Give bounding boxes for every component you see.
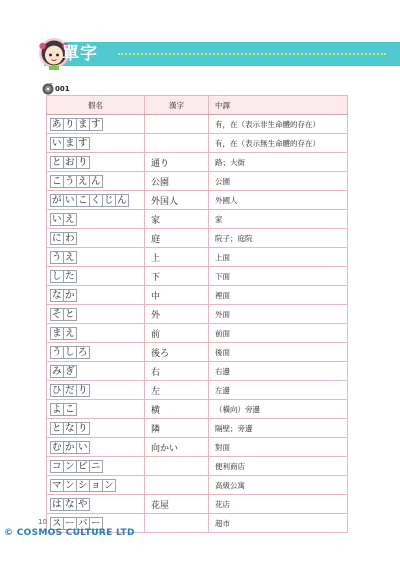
- meaning-cell: 上面: [209, 248, 348, 267]
- table-row: [47, 286, 348, 305]
- track-number: 001: [55, 85, 70, 93]
- meaning-cell: 超市: [209, 514, 348, 533]
- section-header: [0, 34, 400, 70]
- kana-character: あ: [52, 118, 63, 130]
- kana-cell: [47, 400, 145, 419]
- meaning-cell: 外國人: [209, 191, 348, 210]
- kana-character: う: [65, 175, 76, 187]
- kana-character: ま: [52, 327, 63, 339]
- kana-character: と: [52, 156, 63, 168]
- table-row: [47, 419, 348, 438]
- kanji-cell: 右: [145, 362, 209, 381]
- kana-character: す: [91, 118, 102, 130]
- table-row: [47, 495, 348, 514]
- kanji-cell: [145, 476, 209, 495]
- kana-character: な: [52, 289, 63, 301]
- kana-character: こ: [52, 175, 63, 187]
- page-title: 單字: [62, 44, 98, 64]
- kana-character: な: [65, 498, 76, 510]
- kana-character: ー: [65, 517, 76, 529]
- kana-character: お: [65, 156, 76, 168]
- table-row: [47, 476, 348, 495]
- kana-cell: [47, 229, 145, 248]
- meaning-cell: 有，在（表示無生命體的存在）: [209, 134, 348, 153]
- meaning-cell: 對面: [209, 438, 348, 457]
- kana-character: に: [52, 232, 63, 244]
- kana-character: シ: [78, 479, 89, 491]
- header-kanji: 漢字: [145, 96, 209, 115]
- header-meaning: 中譯: [209, 96, 348, 115]
- kana-character: す: [78, 137, 89, 149]
- kana-character: い: [65, 194, 76, 206]
- kana-character: マ: [52, 479, 63, 491]
- kana-character: し: [65, 346, 76, 358]
- kana-character: ン: [65, 460, 76, 472]
- kana-cell: [47, 495, 145, 514]
- kana-character: パ: [78, 517, 89, 529]
- meaning-cell: 前面: [209, 324, 348, 343]
- kana-character: う: [52, 251, 63, 263]
- kanji-cell: 中: [145, 286, 209, 305]
- table-row: [47, 362, 348, 381]
- kana-character: み: [52, 365, 63, 377]
- kanji-cell: 外: [145, 305, 209, 324]
- kana-character: は: [52, 498, 63, 510]
- kanji-cell: 前: [145, 324, 209, 343]
- table-row: [47, 343, 348, 362]
- kana-cell: [47, 286, 145, 305]
- table-header-row: [47, 96, 348, 115]
- meaning-cell: （橫向）旁邊: [209, 400, 348, 419]
- vocabulary-rows: [47, 115, 348, 533]
- kana-character: ビ: [78, 460, 89, 472]
- table-row: [47, 324, 348, 343]
- kana-character: ニ: [91, 460, 102, 472]
- table-row: [47, 115, 348, 134]
- kana-cell: [47, 172, 145, 191]
- kana-character: り: [78, 422, 89, 434]
- table-row: [47, 438, 348, 457]
- meaning-cell: 右邊: [209, 362, 348, 381]
- kanji-cell: 上: [145, 248, 209, 267]
- meaning-cell: 有，在（表示非生命體的存在）: [209, 115, 348, 134]
- kana-cell: [47, 267, 145, 286]
- kana-character: な: [65, 422, 76, 434]
- kana-character: ン: [65, 479, 76, 491]
- kana-cell: [47, 343, 145, 362]
- meaning-cell: 隔壁；旁邊: [209, 419, 348, 438]
- meaning-cell: 後面: [209, 343, 348, 362]
- kanji-cell: [145, 457, 209, 476]
- kana-cell: [47, 191, 145, 210]
- kanji-cell: 左: [145, 381, 209, 400]
- kana-cell: [47, 381, 145, 400]
- kana-character: ョ: [91, 479, 102, 491]
- kana-character: ス: [52, 517, 63, 529]
- kana-character: り: [65, 118, 76, 130]
- kana-character: い: [78, 441, 89, 453]
- meaning-cell: 裡面: [209, 286, 348, 305]
- table-row: [47, 305, 348, 324]
- kana-character: ン: [104, 479, 115, 491]
- kanji-cell: 向かい: [145, 438, 209, 457]
- kana-character: ろ: [78, 346, 89, 358]
- kana-character: こ: [78, 194, 89, 206]
- kanji-cell: 後ろ: [145, 343, 209, 362]
- kana-character: い: [52, 137, 63, 149]
- table-row: [47, 248, 348, 267]
- banner-dotted-line: [118, 53, 386, 55]
- meaning-cell: 高級公寓: [209, 476, 348, 495]
- table-row: [47, 457, 348, 476]
- kana-character: か: [65, 289, 76, 301]
- kanji-cell: 横: [145, 400, 209, 419]
- kanji-cell: 家: [145, 210, 209, 229]
- page-number: 10: [38, 518, 47, 526]
- kana-character: か: [65, 441, 76, 453]
- kana-character: ま: [78, 118, 89, 130]
- kana-cell: [47, 153, 145, 172]
- meaning-cell: 左邊: [209, 381, 348, 400]
- kana-character: や: [78, 498, 89, 510]
- kana-cell: [47, 305, 145, 324]
- kana-character: ん: [117, 194, 128, 206]
- kana-character: だ: [65, 384, 76, 396]
- kana-character: え: [65, 251, 76, 263]
- kana-character: よ: [52, 403, 63, 415]
- kana-cell: [47, 476, 145, 495]
- kanji-cell: [145, 115, 209, 134]
- kana-character: と: [65, 308, 76, 320]
- kana-character: え: [65, 327, 76, 339]
- kanji-cell: 庭: [145, 229, 209, 248]
- kana-character: ぎ: [65, 365, 76, 377]
- kana-character: こ: [65, 403, 76, 415]
- table-row: [47, 229, 348, 248]
- kana-character: た: [65, 270, 76, 282]
- table-row: [47, 400, 348, 419]
- kana-character: じ: [104, 194, 115, 206]
- meaning-cell: 便利商店: [209, 457, 348, 476]
- kana-character: ん: [91, 175, 102, 187]
- table-row: [47, 191, 348, 210]
- meaning-cell: 下面: [209, 267, 348, 286]
- kana-cell: [47, 210, 145, 229]
- copyright-notice: © COSMOS CULTURE LTD: [4, 528, 135, 538]
- kana-character: し: [52, 270, 63, 282]
- kanji-cell: [145, 134, 209, 153]
- kana-character: り: [78, 384, 89, 396]
- kana-character: そ: [52, 308, 63, 320]
- table-row: [47, 134, 348, 153]
- kana-character: コ: [52, 460, 63, 472]
- table-row: [47, 210, 348, 229]
- meaning-cell: 家: [209, 210, 348, 229]
- kanji-cell: 公園: [145, 172, 209, 191]
- kana-cell: [47, 248, 145, 267]
- table-row: [47, 153, 348, 172]
- kanji-cell: 隣: [145, 419, 209, 438]
- meaning-cell: 院子；庭院: [209, 229, 348, 248]
- vocabulary-table: [46, 95, 348, 533]
- meaning-cell: 外面: [209, 305, 348, 324]
- kana-character: む: [52, 441, 63, 453]
- table-row: [47, 172, 348, 191]
- kana-character: が: [52, 194, 63, 206]
- kana-cell: [47, 324, 145, 343]
- kana-cell: [47, 438, 145, 457]
- kana-character: ひ: [52, 384, 63, 396]
- kana-character: え: [65, 213, 76, 225]
- kana-character: う: [52, 346, 63, 358]
- cd-audio-icon: [42, 83, 54, 95]
- meaning-cell: 公園: [209, 172, 348, 191]
- kana-cell: [47, 457, 145, 476]
- kana-cell: [47, 362, 145, 381]
- meaning-cell: 路；大街: [209, 153, 348, 172]
- kanji-cell: 外国人: [145, 191, 209, 210]
- kana-character: と: [52, 422, 63, 434]
- header-kana: 假名: [47, 96, 145, 115]
- kana-character: い: [52, 213, 63, 225]
- kana-character: り: [78, 156, 89, 168]
- kana-cell: [47, 134, 145, 153]
- meaning-cell: 花店: [209, 495, 348, 514]
- kana-character: え: [78, 175, 89, 187]
- kana-character: く: [91, 194, 102, 206]
- kanji-cell: 花屋: [145, 495, 209, 514]
- kana-character: わ: [65, 232, 76, 244]
- table-row: [47, 381, 348, 400]
- kana-character: ー: [91, 517, 102, 529]
- table-row: [47, 267, 348, 286]
- kanji-cell: 下: [145, 267, 209, 286]
- kana-character: ま: [65, 137, 76, 149]
- kanji-cell: [145, 514, 209, 533]
- kana-cell: [47, 115, 145, 134]
- kana-cell: [47, 419, 145, 438]
- kanji-cell: 通り: [145, 153, 209, 172]
